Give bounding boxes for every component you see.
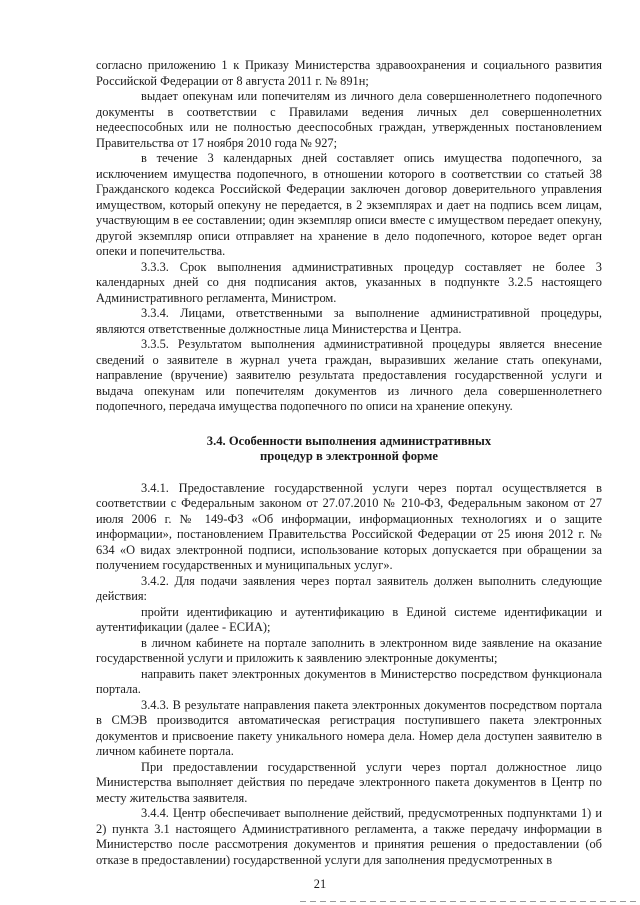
- section-heading: [96, 434, 602, 465]
- paragraph: При предоставлении государственной услуги через портал должностное лицо Министерства выполняет действия по передаче электронного пакета документов в Центр по месту жительства заявителя.: [96, 759, 602, 805]
- paragraph: направить пакет электронных документов в Министерство посредством функционала портала.: [96, 666, 602, 696]
- paragraph: 3.3.5. Результатом выполнения административной процедуры является внесение сведений о заявителе в журнал учета граждан, выразивших желание стать опекунами, направление (вручение) заявителю результата предоставления государственной услуги и выдача опекунам или попечителям документов из личного дела совершеннолетнего подопечного, передача имущества подопечного по описи на хранение опекуну.: [96, 337, 602, 413]
- paragraph: выдает опекунам или попечителям из личного дела совершеннолетнего подопечного документы в соответствии с Правилами ведения личных дел совершеннолетних недееспособных или не полностью дееспособных граждан, утвержденных постановлением Правительства от 17 ноября 2010 года № 927;: [96, 89, 602, 150]
- paragraph: 3.3.4. Лицами, ответственными за выполнение административной процедуры, являются ответственные должностные лица Министерства и Центра.: [96, 306, 602, 336]
- footer-rule: [300, 901, 640, 902]
- paragraph: в личном кабинете на портале заполнить в электронном виде заявление на оказание государственной услуги и приложить к заявлению электронные документы;: [96, 635, 602, 665]
- paragraph: 3.4.4. Центр обеспечивает выполнение действий, предусмотренных подпунктами 1) и 2) пункта 3.1 настоящего Административного регламента, а также передачу информации в Министерство после рассмотрения документов и принятия решения о предоставлении (об отказе в предоставлении) государственной услуги для заполнения предусмотренных в: [96, 806, 602, 867]
- section-heading-line: 3.4. Особенности выполнения административных: [206, 433, 492, 448]
- paragraph: согласно приложению 1 к Приказу Министерства здравоохранения и социального развития Российской Федерации от 8 августа 2011 г. № 891н;: [96, 58, 602, 88]
- page-number: 21: [313, 877, 327, 891]
- paragraph: 3.4.3. В результате направления пакета электронных документов посредством портала в СМЭВ производится автоматическая регистрация поступившего пакета электронных документов и присвоение пакету уникального номера дела. Номер дела доступен заявителю в личном кабинете портала.: [96, 697, 602, 758]
- paragraph: в течение 3 календарных дней составляет опись имущества подопечного, за исключением имущества подопечного, в отношении которого в соответствии со статьей 38 Гражданского кодекса Российской Федерации заключен договор доверительного управления имуществом, который опекуну не передается, в 2 экземплярах и дает на подпись всем лицам, участвующим в ее составлении; один экземпляр описи вместе с имуществом передает опекуну, другой экземпляр описи отправляет на хранение в дело подопечного, которое ведет орган опеки и попечительства.: [96, 151, 602, 258]
- body-text-top: [96, 58, 602, 415]
- paragraph: 3.3.3. Срок выполнения административных процедур составляет не более 3 календарных дней со дня подписания актов, указанных в подпункте 3.2.5 настоящего Административного регламента, Министром.: [96, 259, 602, 305]
- section-heading-line: процедур в электронной форме: [260, 449, 438, 463]
- body-text-bottom: [96, 481, 602, 869]
- paragraph: пройти идентификацию и аутентификацию в Единой системе идентификации и аутентификации (далее - ЕСИА);: [96, 604, 602, 634]
- paragraph: 3.4.1. Предоставление государственной услуги через портал осуществляется в соответствии с Федеральным законом от 27.07.2010 № 210-ФЗ, Федеральным законом от 27 июля 2006 г. № 149-ФЗ «Об информации, информационных технологиях и о защите информации», постановлением Правительства Российской Федерации от 25 июня 2012 г. № 634 «О видах электронной подписи, использование которых допускается при обращении за получением государственных и муниципальных услуг».: [96, 480, 602, 572]
- paragraph: 3.4.2. Для подачи заявления через портал заявитель должен выполнить следующие действия:: [96, 573, 602, 603]
